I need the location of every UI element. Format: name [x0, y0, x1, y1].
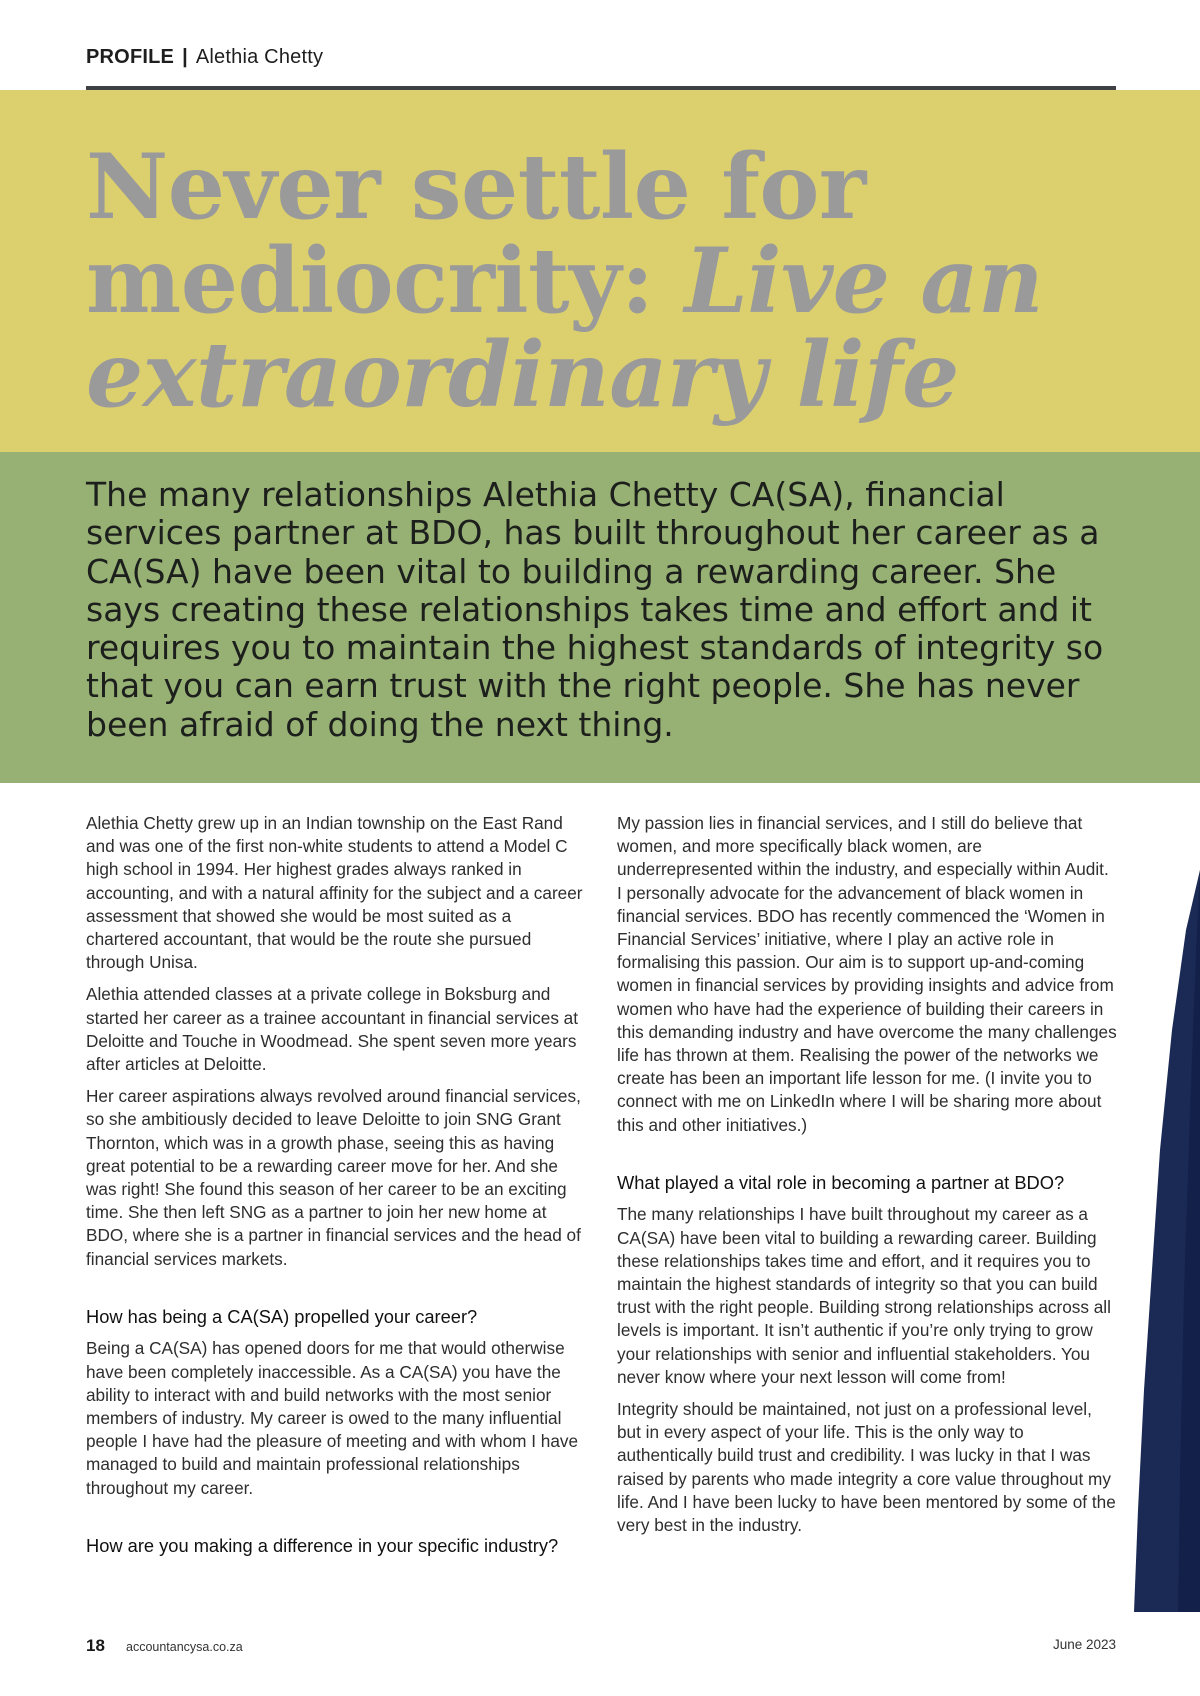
right-column	[617, 812, 1117, 1546]
section-label: PROFILE	[86, 46, 175, 68]
body-paragraph: Alethia attended classes at a private college in Boksburg and started her career as a trainee accountant in financial services at Deloitte and Touche in Woodmead. She spent seven more years after articles at Deloitte.	[86, 984, 579, 1075]
body-paragraph: Being a CA(SA) has opened doors for me that would otherwise have been completely inaccessible. As a CA(SA) you have the ability to interact with and build networks with the most senior members of industry. My career is owed to the many influential people I have had the pleasure of meeting and with whom I have managed to build and maintain professional relationships throughout my career.	[86, 1338, 579, 1498]
article-title	[86, 134, 1166, 428]
question-heading: What played a vital role in becoming a partner at BDO?	[617, 1171, 1065, 1193]
profile-name: Alethia Chetty	[195, 46, 324, 68]
body-paragraph: Alethia Chetty grew up in an Indian township on the East Rand and was one of the first non-white students to attend a Model C high school in 1994. Her highest grades always ranked in accounting, and with a natural affinity for the subject and a career assessment that showed she would be most suited as a chartered accountant, that would be the route she pursued through Unisa.	[86, 813, 583, 973]
portrait-photo-edge	[1134, 870, 1200, 1612]
body-paragraph: Integrity should be maintained, not just on a professional level, but in every aspect of your life. This is the only way to authentically build trust and credibility. I was lucky in that I was raised by parents who made integrity a core value throughout my life. And I have been lucky to have been mentored by some of the very best in the industry.	[617, 1398, 1116, 1535]
intro-paragraph: The many relationships Alethia Chetty CA(SA), financial services partner at BDO, has built throughout her career as a CA(SA) have been vital to building a rewarding career. She says creating these relationships takes time and effort and it requires you to maintain the highest standards of integrity so that you can earn trust with the right people. She has never been afraid of doing the next thing.	[86, 475, 1104, 744]
website-link[interactable]: accountancysa.co.za	[126, 1640, 243, 1654]
left-column	[86, 812, 586, 1566]
question-heading: How are you making a difference in your specific industry?	[86, 1534, 559, 1556]
issue-date: June 2023	[1052, 1637, 1116, 1652]
title-plain: Never settle for mediocrity:	[86, 134, 866, 334]
running-header	[86, 46, 323, 69]
body-paragraph: Her career aspirations always revolved around financial services, so she ambitiously decided to leave Deloitte to join SNG Grant Thornton, which was in a growth phase, seeing this as having great potential to be a rewarding career move for her. And she was right! She found this season of her career to be an exciting time. She then left SNG as a partner to join her new home at BDO, where she is a partner in financial services and the head of financial services markets.	[86, 1086, 581, 1269]
body-paragraph: The many relationships I have built throughout my career as a CA(SA) have been vital to building a rewarding career. Building these relationships takes time and effort, and it requires you to maintain the highest standards of integrity so that you can build trust with the right people. Building strong relationships across all levels is important. It isn’t authentic if you’re only trying to grow your relationships with senior and influential stakeholders. You never know where your next lesson will come from!	[617, 1204, 1111, 1387]
page-number: 18	[86, 1636, 105, 1655]
title-italic: Live an extraordinary life	[86, 228, 1044, 428]
question-heading: How has being a CA(SA) propelled your career?	[86, 1305, 478, 1327]
body-paragraph: My passion lies in financial services, and I still do believe that women, and more specifically black women, are underrepresented within the industry, and especially within Audit. I personally advocate for the advancement of black women in financial services. BDO has recently commenced the ‘Women in Financial Services’ initiative, where I play an active role in formalising this passion. Our aim is to support up-and-coming women in financial services by providing insights and advice from women who have had the experience of building their careers in this demanding industry and have overcome the many challenges life has thrown at them. Realising the power of the networks we create has been an important life lesson for me. (I invite you to connect with me on LinkedIn where I will be sharing more about this and other initiatives.)	[617, 813, 1117, 1135]
header-separator: |	[182, 46, 188, 68]
